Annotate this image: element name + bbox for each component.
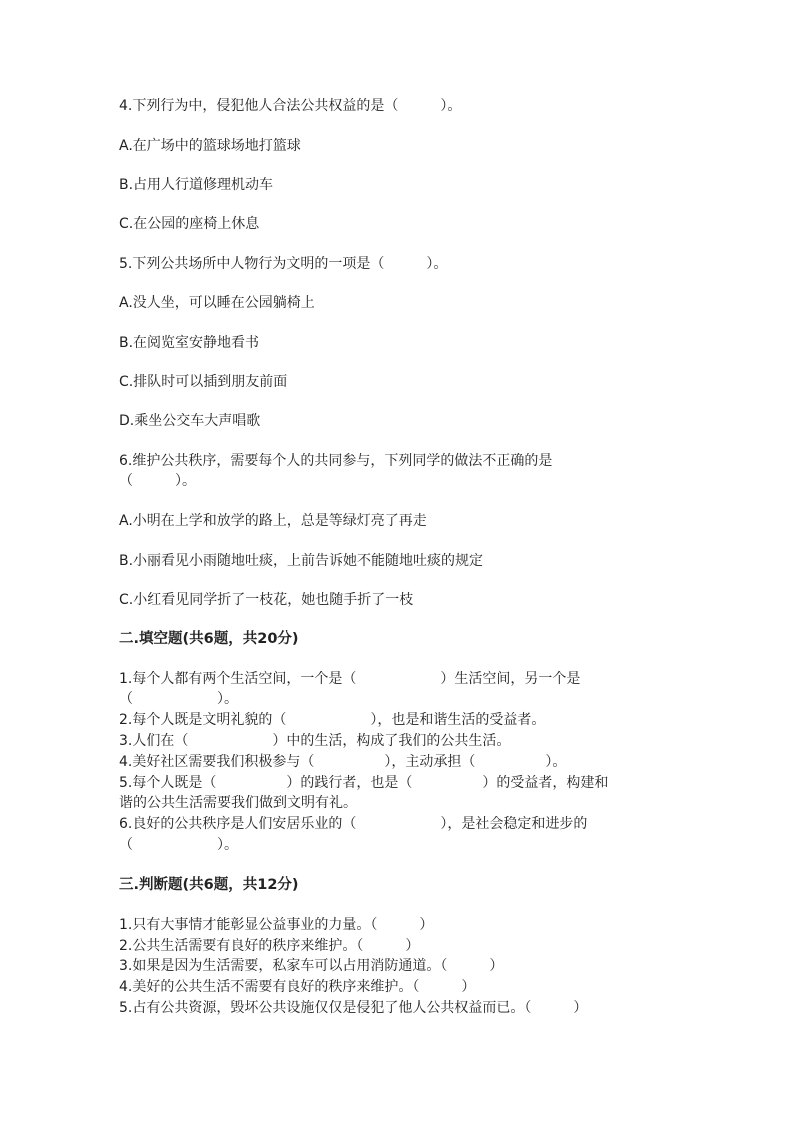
fill-line-7: 谐的公共生活需要我们做到文明有礼。: [119, 795, 357, 811]
fill-line-4: 3.人们在（ ）中的生活，构成了我们的公共生活。: [119, 733, 511, 749]
question-6-option-c: C.小红看见同学折了一枝花，她也随手折了一枝: [119, 592, 414, 608]
fill-line-1: 1.每个人都有两个生活空间，一个是（ ）生活空间，另一个是: [119, 671, 581, 687]
question-6-option-b: B.小丽看见小雨随地吐痰，上前告诉她不能随地吐痰的规定: [119, 553, 484, 569]
fill-line-3: 2.每个人既是文明礼貌的（ ），也是和谐生活的受益者。: [119, 712, 546, 728]
question-5-option-d: D.乘坐公交车大声唱歌: [119, 413, 261, 429]
judge-line-3: 3.如果是因为生活需要，私家车可以占用消防通道。（ ）: [119, 958, 504, 974]
question-6-stem-line-1: 6.维护公共秩序，需要每个人的共同参与，下列同学的做法不正确的是: [119, 453, 553, 469]
question-4-option-a: A.在广场中的篮球场地打篮球: [119, 138, 301, 154]
judge-line-5: 5.占有公共资源，毁坏公共设施仅仅是侵犯了他人公共权益而已。（ ）: [119, 1000, 588, 1016]
fill-line-8: 6.良好的公共秩序是人们安居乐业的（ ），是社会稳定和进步的: [119, 816, 588, 832]
fill-line-5: 4.美好社区需要我们积极参与（ ），主动承担（ ）。: [119, 754, 567, 770]
judge-line-4: 4.美好的公共生活不需要有良好的秩序来维护。（ ）: [119, 979, 476, 995]
question-5-stem: 5.下列公共场所中人物行为文明的一项是（ ）。: [119, 256, 448, 272]
question-4-option-c: C.在公园的座椅上休息: [119, 216, 260, 232]
section-judge-title: 三.判断题(共6题，共12分): [119, 877, 299, 893]
question-4-stem: 4.下列行为中，侵犯他人合法公共权益的是（ ）。: [119, 98, 462, 114]
fill-line-6: 5.每个人既是（ ）的践行者，也是（ ）的受益者，构建和: [119, 775, 609, 791]
question-5-option-a: A.没人坐，可以睡在公园躺椅上: [119, 295, 315, 311]
section-fill-title: 二.填空题(共6题，共20分): [119, 631, 299, 647]
question-6-stem-line-2: （ ）。: [119, 473, 196, 489]
question-6-option-a: A.小明在上学和放学的路上，总是等绿灯亮了再走: [119, 513, 427, 529]
question-5-option-c: C.排队时可以插到朋友前面: [119, 374, 288, 390]
judge-line-2: 2.公共生活需要有良好的秩序来维护。（ ）: [119, 938, 420, 954]
judge-line-1: 1.只有大事情才能彰显公益事业的力量。（ ）: [119, 917, 434, 933]
fill-line-9: （ ）。: [119, 837, 238, 853]
question-4-option-b: B.占用人行道修理机动车: [119, 177, 274, 193]
question-5-option-b: B.在阅览室安静地看书: [119, 335, 260, 351]
fill-line-2: （ ）。: [119, 691, 238, 707]
